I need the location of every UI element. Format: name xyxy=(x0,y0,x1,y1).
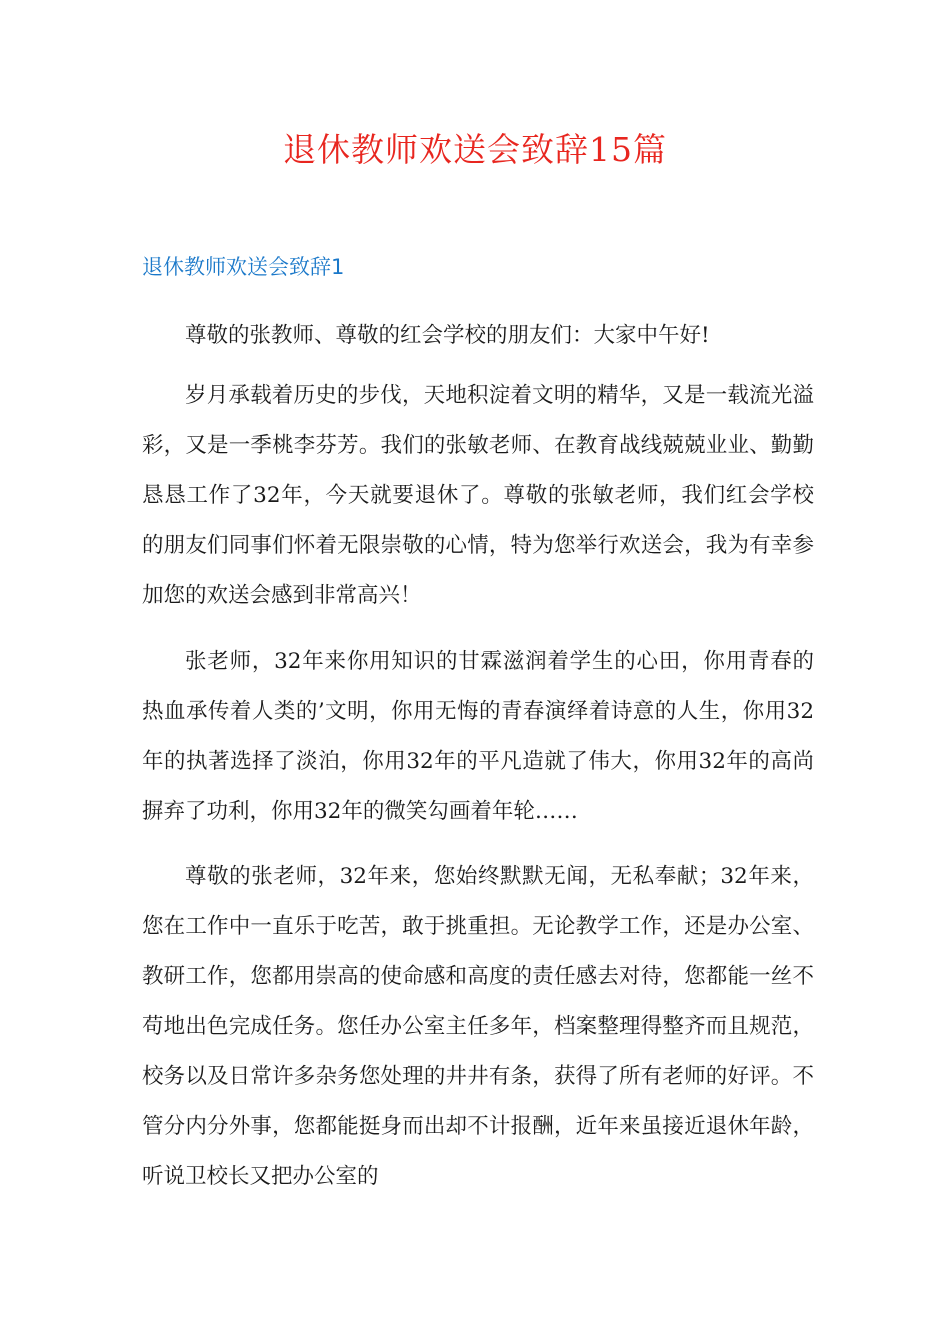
paragraph-service: 尊敬的张老师，32年来，您始终默默无闻，无私奉献；32年来，您在工作中一直乐于吃苦，敢于挑重担。无论教学工作，还是办公室、教研工作，您都用崇高的使命感和高度的责任感去对待，您都能一丝不苟地出色完成任务。您任办公室主任多年，档案整理得整齐而且规范，校务以及日常许多杂务您处理的井井有条，获得了所有老师的好评。不管分内分外事，您都能挺身而出却不计报酬，近年来虽接近退休年龄，听说卫校长又把办公室的 xyxy=(142,864,814,1189)
document-title: 退休教师欢送会致辞15篇 xyxy=(283,130,667,169)
section-heading: 退休教师欢送会致辞1 xyxy=(142,255,345,279)
paragraph-tribute: 张老师，32年来你用知识的甘霖滋润着学生的心田，你用青春的热血承传着人类的’文明，你用无悔的青春演绎着诗意的人生，你用32年的执著选择了淡泊，你用32年的平凡造就了伟大，你用32年的高尚摒弃了功利，你用32年的微笑勾画着年轮…… xyxy=(142,649,814,824)
paragraph-greeting: 尊敬的张教师、尊敬的红会学校的朋友们：大家中午好! xyxy=(185,323,710,348)
paragraph-opening: 岁月承载着历史的步伐，天地积淀着文明的精华，又是一载流光溢彩，又是一季桃李芬芳。我们的张敏老师、在教育战线兢兢业业、勤勤恳恳工作了32年，今天就要退休了。尊敬的张敏老师，我们红会学校的朋友们同事们怀着无限崇敬的心情，特为您举行欢送会，我为有幸参加您的欢送会感到非常高兴！ xyxy=(142,383,814,608)
